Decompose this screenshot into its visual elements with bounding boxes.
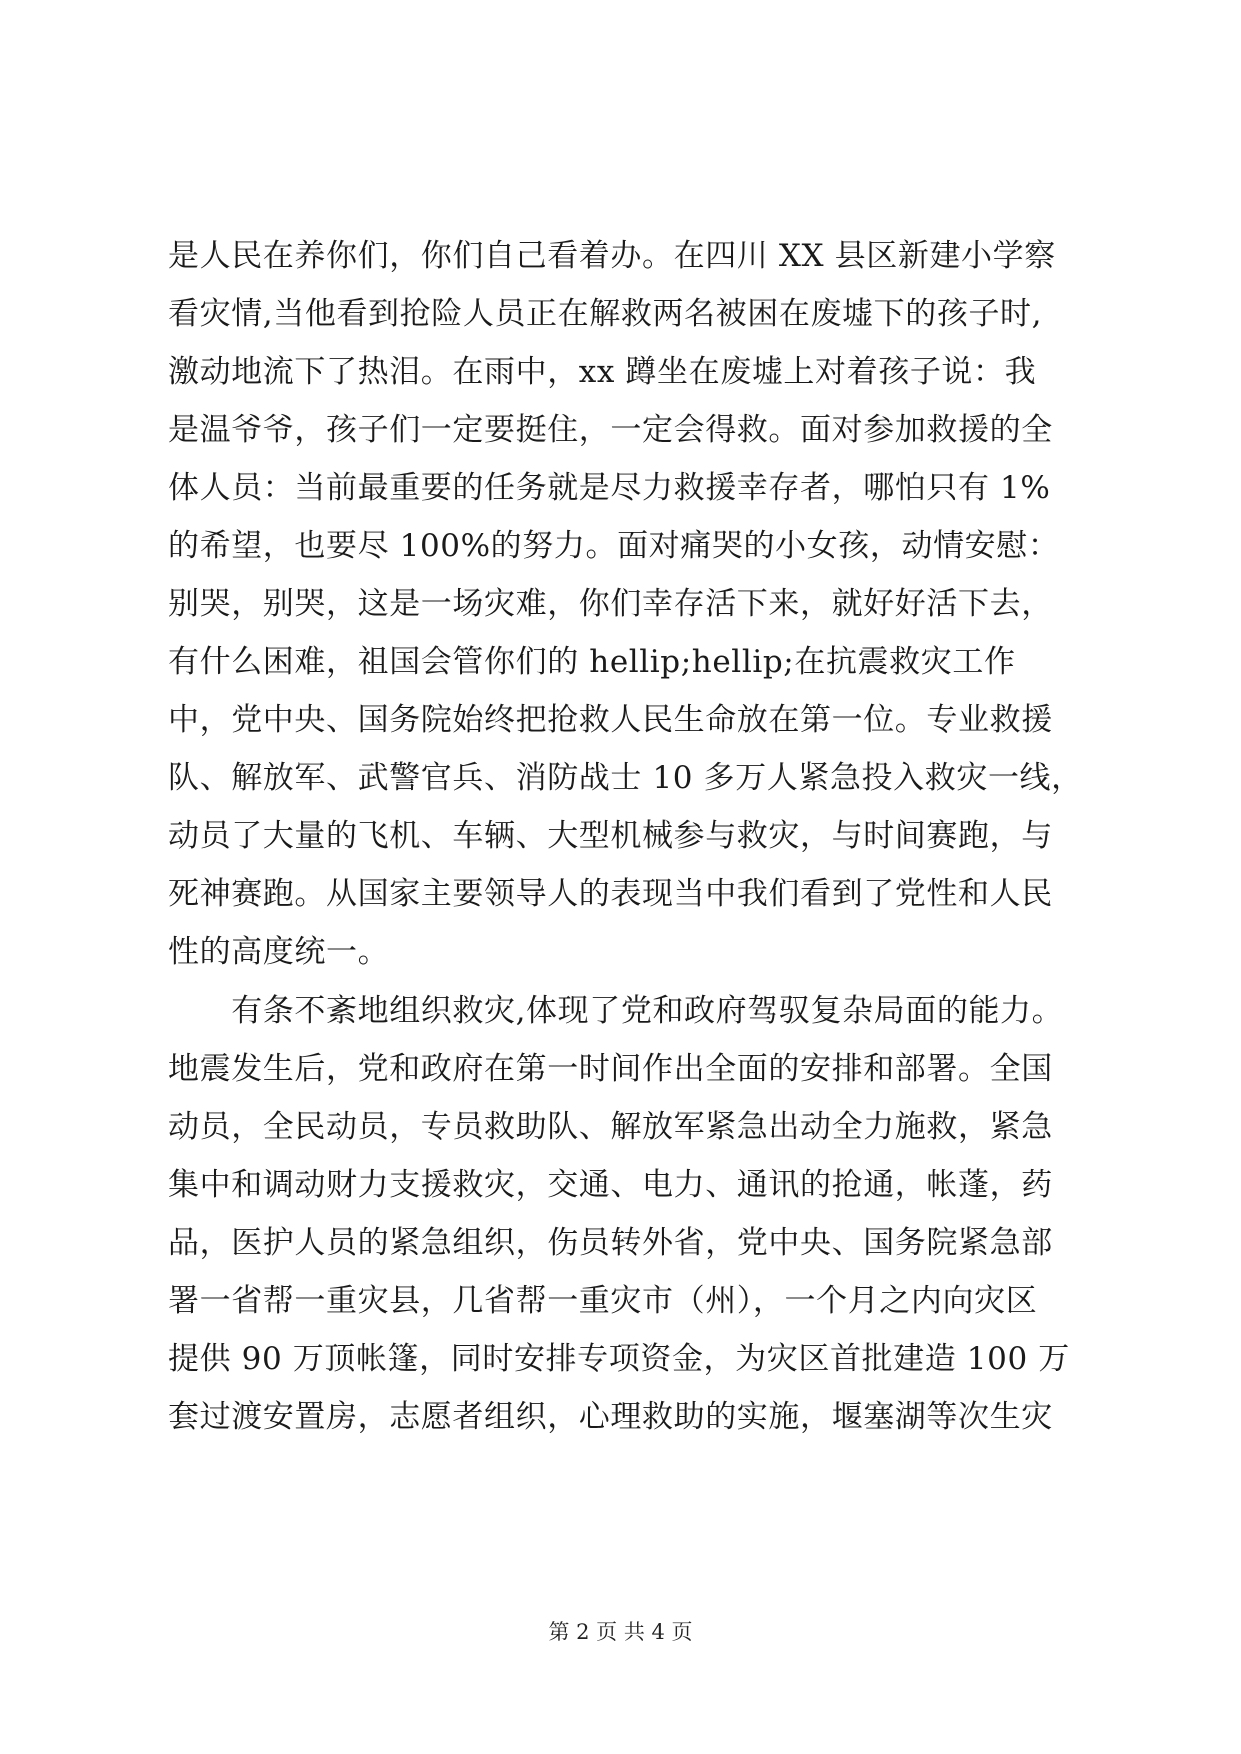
body-text-line: 套过渡安置房，志愿者组织，心理救助的实施，堰塞湖等次生灾: [168, 1399, 1053, 1435]
body-text-line: 动员了大量的飞机、车辆、大型机械参与救灾，与时间赛跑，与: [168, 818, 1053, 854]
body-text-line: 是人民在养你们，你们自己看着办。在四川 XX 县区新建小学察: [168, 238, 1056, 274]
body-text-line: 的希望，也要尽 100%的努力。面对痛哭的小女孩，动情安慰：: [168, 528, 1060, 564]
body-text-line: 动员，全民动员，专员救助队、解放军紧急出动全力施救，紧急: [168, 1109, 1053, 1145]
body-text-line: 体人员：当前最重要的任务就是尽力救援幸存者，哪怕只有 1%: [168, 470, 1051, 506]
body-text-line: 性的高度统一。: [168, 934, 390, 970]
body-text-line: 别哭，别哭，这是一场灾难，你们幸存活下来，就好好活下去，: [168, 586, 1053, 622]
body-text-line: 地震发生后，党和政府在第一时间作出全面的安排和部署。全国: [168, 1051, 1053, 1087]
body-text-line: 提供 90 万顶帐篷，同时安排专项资金，为灾区首批建造 100 万: [168, 1341, 1070, 1377]
body-text-line: 激动地流下了热泪。在雨中，xx 蹲坐在废墟上对着孩子说：我: [168, 354, 1037, 390]
body-text-line: 看灾情,当他看到抢险人员正在解救两名被困在废墟下的孩子时,: [168, 296, 1043, 332]
body-text-line: 中，党中央、国务院始终把抢救人民生命放在第一位。专业救援: [168, 702, 1053, 738]
paragraph-start-line: 有条不紊地组织救灾,体现了党和政府驾驭复杂局面的能力。: [168, 993, 1064, 1029]
body-text-line: 署一省帮一重灾县，几省帮一重灾市（州），一个月之内向灾区: [168, 1283, 1038, 1319]
body-text-line: 集中和调动财力支援救灾，交通、电力、通讯的抢通，帐蓬，药: [168, 1167, 1053, 1203]
page-number-footer: 第 2 页 共 4 页: [548, 1620, 693, 1644]
body-text-line: 品，医护人员的紧急组织，伤员转外省，党中央、国务院紧急部: [168, 1225, 1053, 1261]
body-text-line: 队、解放军、武警官兵、消防战士 10 多万人紧急投入救灾一线，: [168, 760, 1083, 796]
body-text-line: 有什么困难，祖国会管你们的 hellip;hellip;在抗震救灾工作: [168, 644, 1016, 680]
body-text-line: 死神赛跑。从国家主要领导人的表现当中我们看到了党性和人民: [168, 876, 1053, 912]
body-text-line: 是温爷爷，孩子们一定要挺住，一定会得救。面对参加救援的全: [168, 412, 1053, 448]
